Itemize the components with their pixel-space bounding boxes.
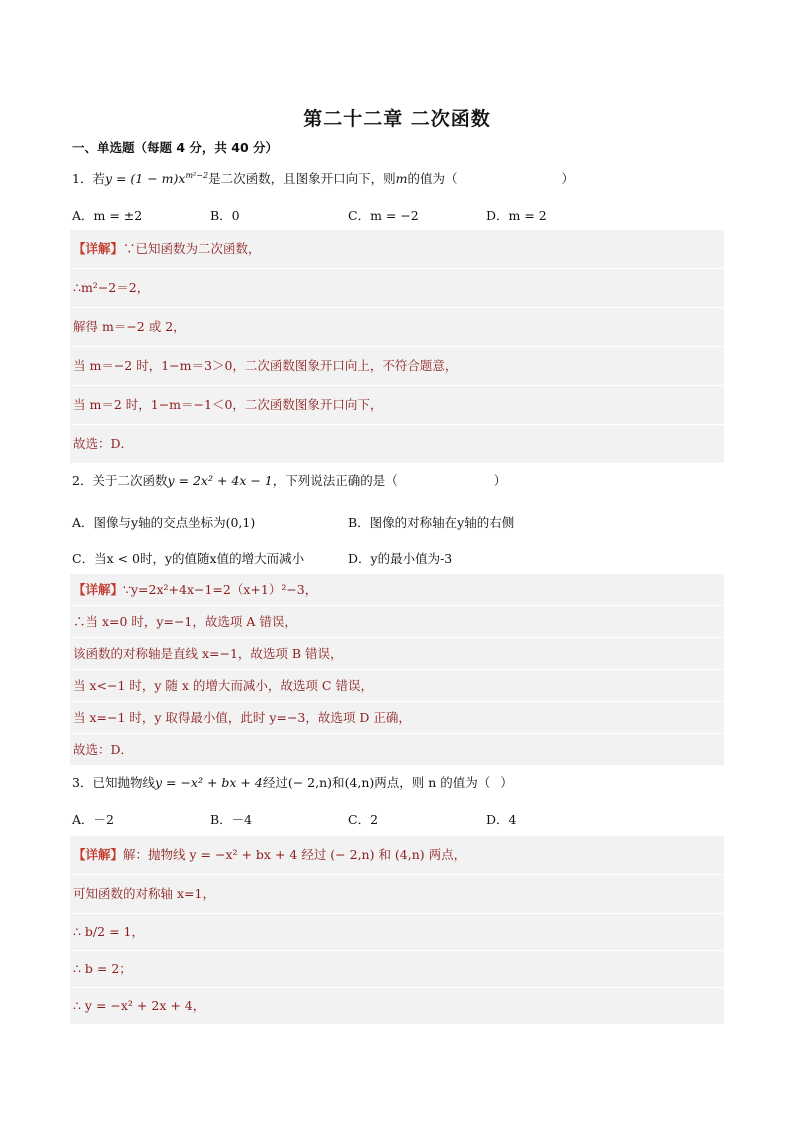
q3-option-a: A．－2 [72, 812, 114, 827]
q3-prefix: 3．已知抛物线 [72, 775, 155, 790]
q2-prefix: 2．关于二次函数 [72, 473, 168, 488]
q1-exponent: m²−2 [185, 170, 209, 180]
q3-solution [70, 836, 724, 1024]
q3-mid: 经过 [262, 775, 288, 790]
solution-line: 当 x<−1 时，y 随 x 的增大而减小，故选项 C 错误， [70, 670, 724, 702]
q2-option-c: C．当x < 0时，y的值随x值的增大而减小 [72, 551, 305, 566]
q2-solution [70, 574, 724, 765]
solution-line: 解得 m＝−2 或 2， [70, 308, 724, 347]
q1-option-c: C．m = −2 [348, 208, 419, 223]
solution-line: ∴m²−2＝2， [70, 269, 724, 308]
solution-tag: 【详解】 [73, 582, 124, 597]
q3-close: ） [500, 775, 513, 790]
q3-point-2: (4,n) [344, 775, 375, 790]
q1-option-d: D．m = 2 [486, 208, 547, 223]
q2-option-d: D．y的最小值为-3 [348, 551, 453, 566]
solution-line: ∴ b = 2； [70, 951, 724, 988]
solution-line: 【详解】∵y=2x²+4x−1=2（x+1）²−3， [70, 574, 724, 606]
q1-solution [70, 230, 724, 463]
q1-var: m [395, 171, 408, 186]
q2-close: ） [493, 473, 507, 488]
q1-formula: y = (1 − m)x [104, 171, 186, 186]
q1-suffix: 是二次函数，且图象开口向下，则 [208, 171, 396, 186]
question-3 [72, 774, 513, 792]
q3-and: 和 [332, 775, 345, 790]
solution-line: 当 m＝−2 时，1−m＝3＞0，二次函数图象开口向上，不符合题意， [70, 347, 724, 386]
q1-close: ） [561, 171, 574, 186]
q3-option-c: C．2 [348, 812, 379, 827]
question-2 [72, 472, 506, 490]
section-heading: 一、单选题（每题 4 分，共 40 分） [72, 140, 279, 155]
q2-suffix: ，下列说法正确的是（ [272, 473, 398, 488]
q2-formula: y = 2x² + 4x − 1 [167, 473, 273, 488]
solution-line: ∴当 x=0 时，y=−1，故选项 A 错误， [70, 606, 724, 638]
q1-prefix: 1．若 [72, 171, 105, 186]
q3-option-d: D．4 [486, 812, 517, 827]
solution-line: ∴ y = −x² + 2x + 4， [73, 998, 206, 1013]
q3-option-b: B．－4 [210, 812, 253, 827]
solution-line: 【详解】∵已知函数为二次函数， [70, 230, 724, 269]
q1-option-a: A．m = ±2 [72, 208, 143, 223]
q3-suffix: 两点，则 n 的值为（ [374, 775, 491, 790]
q3-formula: y = −x² + bx + 4 [154, 775, 263, 790]
solution-line: ∴ b/2 = 1， [70, 914, 724, 951]
solution-line: 【详解】解：抛物线 y = −x² + bx + 4 经过 (− 2,n) 和 (4,n) 两点， [70, 836, 724, 875]
q1-tail: 的值为（ [407, 171, 458, 186]
solution-line: 当 x=−1 时，y 取得最小值，此时 y=−3，故选项 D 正确， [70, 702, 724, 734]
solution-line: 该函数的对称轴是直线 x=−1，故选项 B 错误， [70, 638, 724, 670]
q3-point-1: (− 2,n) [287, 775, 333, 790]
question-1 [72, 170, 574, 188]
solution-line: 故选：D． [73, 436, 134, 451]
solution-line: 当 m＝2 时，1−m＝−1＜0，二次函数图象开口向下， [70, 386, 724, 425]
q1-option-b: B．0 [210, 208, 240, 223]
solution-tag: 【详解】 [73, 847, 124, 862]
q2-option-a: A．图像与y轴的交点坐标为(0,1) [72, 515, 256, 530]
solution-line: 可知函数的对称轴 x=1， [70, 875, 724, 914]
solution-line: 故选：D． [73, 742, 134, 757]
page-title: 第二十二章 二次函数 [303, 108, 491, 130]
solution-tag: 【详解】 [73, 241, 124, 256]
q2-option-b: B．图像的对称轴在y轴的右侧 [348, 515, 515, 530]
